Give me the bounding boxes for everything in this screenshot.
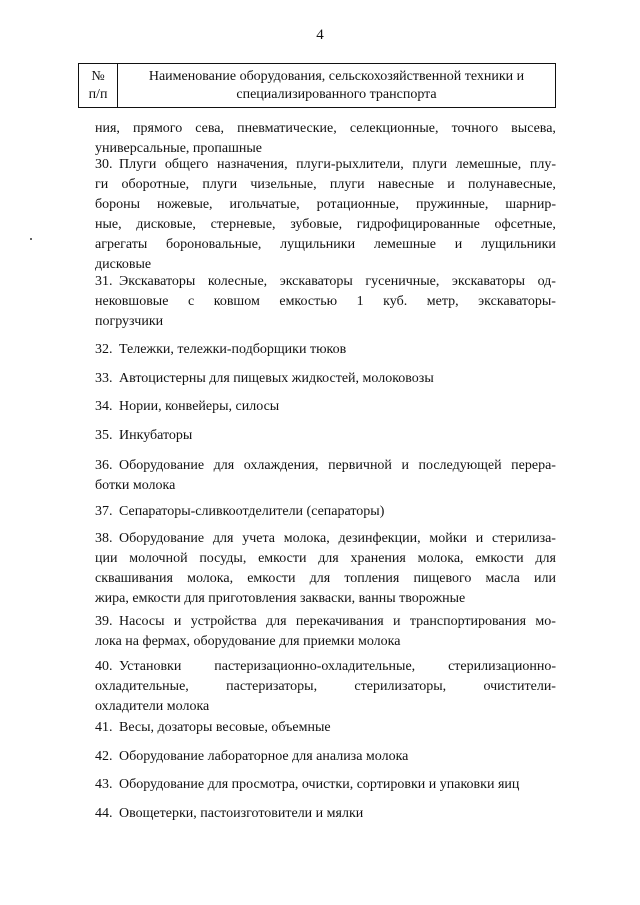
list-item-line: Сепараторы-сливкоотделители (сепараторы) [119, 504, 385, 519]
word: лемешные [373, 237, 437, 252]
word: ги [95, 177, 109, 192]
word: топления [344, 571, 400, 586]
word: бороны [95, 197, 141, 212]
word: посуды, [199, 551, 247, 566]
list-item-line [119, 529, 556, 549]
list-item-line [95, 677, 556, 697]
continuation-line: универсальные, пропашные [95, 141, 263, 156]
word: плуги [202, 177, 238, 192]
word: Оборудование [119, 531, 205, 546]
header-name-line-1: Наименование оборудования, сельскохозяйственной техники и [148, 68, 525, 84]
list-item-line [95, 292, 556, 312]
word: мо- [535, 614, 556, 629]
word: охладительные, [95, 679, 189, 694]
word: мойки [429, 531, 468, 546]
list-item-line: Автоцистерны для пищевых жидкостей, молоковозы [119, 371, 434, 386]
word: пищевого [413, 571, 472, 586]
word: назначения, [217, 157, 288, 172]
header-number-abbrev: п/п [88, 86, 108, 102]
word: общего [164, 157, 209, 172]
list-item-number: 31. [95, 274, 113, 289]
word: пневматические, [237, 121, 337, 136]
word: Экскаваторы [119, 274, 196, 289]
list-item-number: 32. [95, 342, 113, 357]
table-header [78, 63, 556, 108]
word: емкости [475, 551, 524, 566]
word: гусеничные, [365, 274, 440, 289]
word: и [454, 237, 463, 252]
list-item-line: жира, емкости для приготовления закваски, ванны творожные [95, 591, 466, 606]
word: пастеризационно-охладительные, [214, 659, 416, 674]
list-item-line: дисковые [95, 257, 152, 272]
word: Плуги [119, 157, 157, 172]
header-number-symbol: № [91, 68, 105, 84]
word: гидрофицированные [356, 217, 480, 232]
word: куб. [383, 294, 408, 309]
word: для [318, 551, 339, 566]
list-item-number: 40. [95, 659, 113, 674]
word: плу- [529, 157, 556, 172]
word: чизельные, [250, 177, 317, 192]
word: для [213, 458, 235, 473]
word: селекционные, [349, 121, 439, 136]
word: дисковые, [136, 217, 196, 232]
word: колесные, [207, 274, 268, 289]
list-item-number: 30. [95, 157, 113, 172]
word: плуги [329, 177, 365, 192]
word: плуги-рыхлители, [296, 157, 404, 172]
word: для [266, 614, 287, 629]
word: ножевые, [156, 197, 213, 212]
list-item-line [119, 612, 556, 632]
word: экскаваторы [451, 274, 526, 289]
word: последующей [418, 458, 502, 473]
list-item-line: Весы, дозаторы весовые, объемные [119, 720, 331, 735]
word: Установки [119, 659, 182, 674]
word: шарнир- [505, 197, 556, 212]
word: метр, [426, 294, 459, 309]
word: оборотные, [121, 177, 190, 192]
word: дезинфекции, [338, 531, 421, 546]
page-number: 4 [316, 27, 324, 43]
word: сквашивания [95, 571, 173, 586]
word: перера- [511, 458, 556, 473]
word: охлаждения, [243, 458, 319, 473]
list-item-number: 39. [95, 614, 113, 629]
word: экскаваторы [279, 274, 353, 289]
word: офсетные, [494, 217, 556, 232]
word: ротационные, [316, 197, 400, 212]
word: емкости [247, 571, 296, 586]
word: и [393, 614, 401, 629]
list-item-line: охладители молока [95, 699, 210, 714]
word: молока, [417, 551, 464, 566]
word: транспортирования [409, 614, 527, 629]
list-item-line [95, 549, 556, 569]
word: для [309, 571, 331, 586]
word: прямого [133, 121, 183, 136]
list-item-line: лока на фермах, оборудование для приемки молока [95, 634, 401, 649]
word: сева, [195, 121, 225, 136]
header-name-line-2: специализированного транспорта [236, 86, 437, 102]
word: очистители- [483, 679, 556, 694]
word: стерилиза- [492, 531, 556, 546]
word: игольчатые, [229, 197, 300, 212]
word: нековшовые [95, 294, 169, 309]
list-item-line: Оборудование для просмотра, очистки, сортировки и упаковки яиц [119, 777, 520, 792]
list-item-number: 34. [95, 399, 113, 414]
word: точного [451, 121, 499, 136]
word: лущильники [280, 237, 356, 252]
list-item-line [119, 155, 556, 175]
word: лемешные, [455, 157, 522, 172]
list-item-line [119, 272, 556, 292]
continuation-line [95, 119, 556, 139]
word: молока, [283, 531, 330, 546]
word: для [212, 531, 234, 546]
list-item-number: 44. [95, 806, 113, 821]
word: емкостью [279, 294, 338, 309]
word: ковшом [213, 294, 260, 309]
word: Насосы [119, 614, 165, 629]
word: Оборудование [119, 458, 205, 473]
word: од- [537, 274, 556, 289]
word: стерилизационно- [448, 659, 556, 674]
list-item-line: Нории, конвейеры, силосы [119, 399, 280, 414]
word: высева, [511, 121, 556, 136]
list-item-number: 33. [95, 371, 113, 386]
list-item-line [119, 456, 556, 476]
word: первичной [328, 458, 392, 473]
word: зубовые, [290, 217, 343, 232]
word: ции [95, 551, 118, 566]
word: устройства [190, 614, 257, 629]
list-item-line: Овощетерки, пастоизготовители и мялки [119, 806, 364, 821]
word: бороновальные, [166, 237, 262, 252]
list-item-number: 38. [95, 531, 113, 546]
word: для [535, 551, 556, 566]
word: и [173, 614, 182, 629]
list-item-line: Инкубаторы [119, 428, 193, 443]
word: агрегаты [95, 237, 148, 252]
word: ные, [95, 217, 122, 232]
list-item-number: 41. [95, 720, 113, 735]
list-item-line: погрузчики [95, 314, 164, 329]
word: или [534, 571, 556, 586]
word: емкости [258, 551, 307, 566]
word: молока, [187, 571, 234, 586]
list-item-line [95, 215, 556, 235]
list-item-number: 42. [95, 749, 113, 764]
header-number-column [79, 64, 118, 107]
list-item-line [95, 235, 556, 255]
word: и [401, 458, 409, 473]
margin-dot [30, 238, 32, 240]
word: перекачивания [295, 614, 384, 629]
list-item-line [119, 657, 556, 677]
list-item-line [95, 569, 556, 589]
word: стерилизаторы, [354, 679, 447, 694]
word: стерневые, [210, 217, 276, 232]
list-item-line: ботки молока [95, 478, 176, 493]
word: масла [485, 571, 520, 586]
word: с [187, 294, 195, 309]
word: лущильники [481, 237, 556, 252]
word: и [447, 177, 455, 192]
list-item-number: 35. [95, 428, 113, 443]
list-item-line [95, 175, 556, 195]
word: пружинные, [415, 197, 489, 212]
word: навесные [377, 177, 434, 192]
list-item-number: 43. [95, 777, 113, 792]
word: молочной [129, 551, 188, 566]
list-item-line [95, 195, 556, 215]
list-item-number: 37. [95, 504, 113, 519]
list-item-line: Тележки, тележки-подборщики тюков [119, 342, 347, 357]
list-item-line: Оборудование лабораторное для анализа молока [119, 749, 409, 764]
word: учета [242, 531, 275, 546]
word: плуги [412, 157, 448, 172]
word: хранения [350, 551, 406, 566]
word: пастеризаторы, [226, 679, 318, 694]
word: экскаваторы- [478, 294, 556, 309]
word: ния, [95, 121, 120, 136]
word: и [475, 531, 484, 546]
word: полунавесные, [467, 177, 556, 192]
list-item-number: 36. [95, 458, 113, 473]
header-name-column [118, 64, 555, 107]
word: 1 [356, 294, 364, 309]
